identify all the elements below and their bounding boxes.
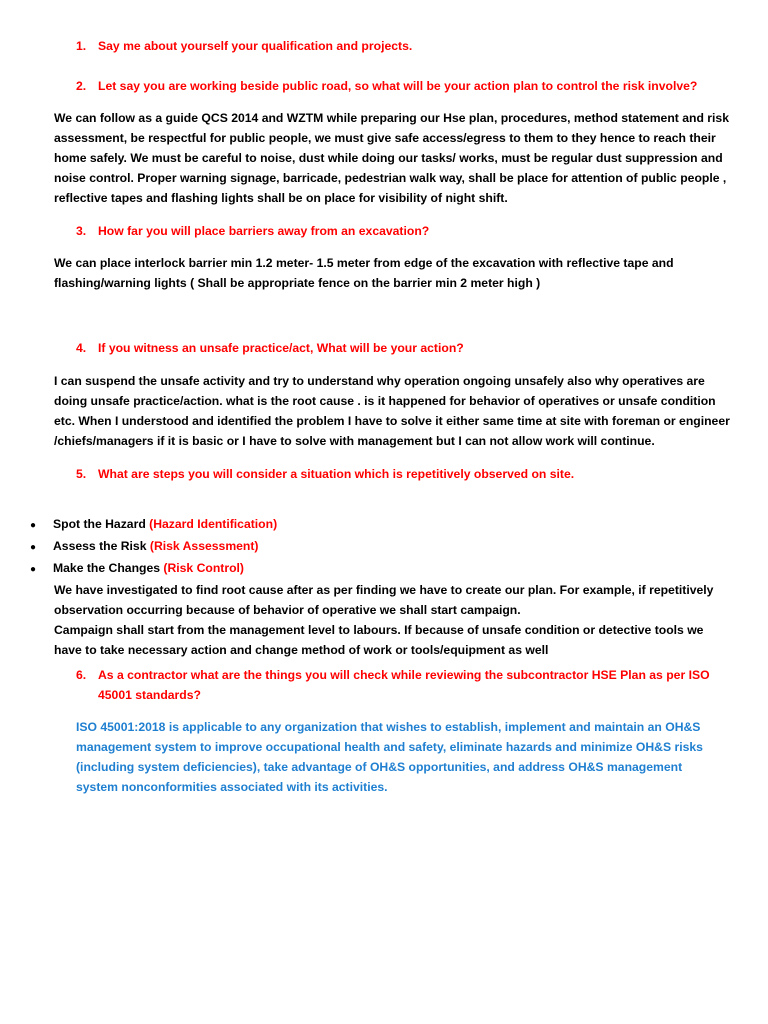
question-5 bbox=[76, 464, 716, 484]
question-text: Say me about yourself your qualification and projects. bbox=[98, 39, 413, 53]
answer-5 bbox=[30, 514, 730, 660]
question-text: As a contractor what are the things you will check while reviewing the subcontractor HSE Plan as per ISO 45001 standards? bbox=[98, 668, 710, 702]
bullet-continuation-2: Campaign shall start from the management level to labours. If because of unsafe condition or detective tools we have to take necessary action and change method of work or tools/equipment as well bbox=[54, 623, 704, 657]
bullet-note: (Hazard Identification) bbox=[149, 517, 278, 531]
bullet-note: (Risk Assessment) bbox=[149, 539, 259, 553]
question-number: 5. bbox=[76, 467, 87, 481]
question-text: If you witness an unsafe practice/act, What will be your action? bbox=[98, 341, 464, 355]
answer-3: We can place interlock barrier min 1.2 meter- 1.5 meter from edge of the excavation with reflective tape and flashing/warning lights ( Shall be appropriate fence on the barrier min 2 meter high ) bbox=[54, 256, 674, 290]
bullet-note: (Risk Control) bbox=[163, 561, 244, 575]
question-text: How far you will place barriers away from an excavation? bbox=[98, 224, 430, 238]
question-3 bbox=[76, 221, 716, 241]
list-item bbox=[30, 536, 730, 558]
list-item bbox=[30, 558, 730, 580]
question-2 bbox=[76, 76, 716, 96]
answer-2: We can follow as a guide QCS 2014 and WZTM while preparing our Hse plan, procedures, method statement and risk assessment, be respectful for public people, we must give safe access/egress to them to they hence to reach their home safely. We must be careful to noise, dust while doing our tasks/ works, must be regular dust suppression and noise control. Proper warning signage, barricade, pedestrian walk way, shall be place for attention of public people , reflective tapes and flashing lights shall be on place for visibility of night shift. bbox=[54, 111, 729, 205]
question-text: What are steps you will consider a situation which is repetitively observed on site. bbox=[98, 467, 575, 481]
question-6 bbox=[76, 665, 716, 705]
list-item bbox=[30, 514, 730, 536]
question-text: Let say you are working beside public road, so what will be your action plan to control the risk involve? bbox=[98, 79, 698, 93]
bullet-icon: ● bbox=[30, 520, 37, 531]
bullet-icon: ● bbox=[30, 542, 37, 553]
question-number: 6. bbox=[76, 668, 87, 682]
question-number: 2. bbox=[76, 79, 87, 93]
question-number: 4. bbox=[76, 341, 87, 355]
bullet-label: Make the Changes bbox=[53, 561, 164, 575]
question-4 bbox=[76, 338, 716, 358]
bullet-icon: ● bbox=[30, 564, 37, 575]
question-number: 1. bbox=[76, 39, 87, 53]
question-number: 3. bbox=[76, 224, 87, 238]
answer-4: I can suspend the unsafe activity and try to understand why operation ongoing unsafely also why operatives are doing unsafe practice/action. what is the root cause . is it happened for behavior of operatives or unsafe condition etc. When I understood and identified the problem I have to solve it either same time at site with foreman or engineer /chiefs/managers if it is basic or I have to solve with management but I can not allow work will continue. bbox=[54, 374, 730, 448]
bullet-label: Assess the Risk bbox=[53, 539, 150, 553]
question-1 bbox=[76, 36, 716, 56]
bullet-label: Spot the Hazard bbox=[53, 517, 150, 531]
answer-6: ISO 45001:2018 is applicable to any organization that wishes to establish, implement and maintain an OH&S management system to improve occupational health and safety, eliminate hazards and minimize OH&S risks (including system deficiencies), take advantage of OH&S opportunities, and address OH&S management system nonconformities associated with its activities. bbox=[76, 720, 703, 794]
bullet-continuation-1: We have investigated to find root cause after as per finding we have to create our plan. For example, if repetitively observation occurring because of behavior of operative we shall start campaign. bbox=[54, 583, 714, 617]
